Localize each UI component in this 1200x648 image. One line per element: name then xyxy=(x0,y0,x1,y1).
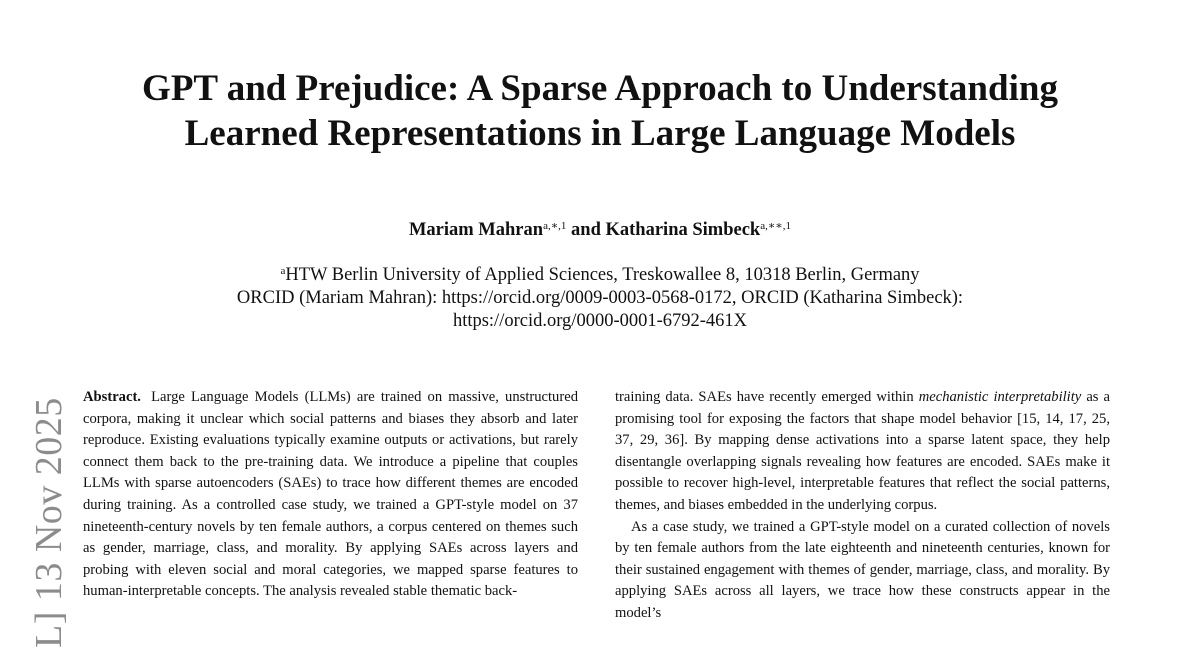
abstract-label: Abstract. xyxy=(83,389,141,405)
affiliation-text: HTW Berlin University of Applied Sciences, Treskowallee 8, 10318 Berlin, Germany xyxy=(285,265,920,285)
author-name: Mariam Mahran xyxy=(408,220,544,240)
body-paragraph xyxy=(615,387,1110,517)
orcid-line: ORCID (Mariam Mahran): https://orcid.org/0009-0003-0568-0172, ORCID (Katharina Simbeck): xyxy=(236,288,964,308)
body-paragraph: As a case study, we trained a GPT-style model on a curated collection of novels by ten female authors from the late eighteenth and nineteenth centuries, known for their sustained engagement with themes of gender, marriage, class, and morality. By applying SAEs across all layers, we trace how these constructs appear in the model’s xyxy=(615,518,1110,621)
author-affil-mark: a,∗,1 xyxy=(543,220,567,232)
author-affil-mark: a,∗∗,1 xyxy=(760,220,792,232)
text-run: as a promising tool for exposing the factors that shape model behavior [15, 14, 17, 25, 37, 29, 36]. By mapping dense activations into a sparse latent space, they help disentangle overlapping signals revealing how features are encoded. SAEs make it possible to recover high-level, interpretable features that reflect the social patterns, themes, and biases embedded in the underlying corpus. xyxy=(615,389,1110,513)
orcid-line: https://orcid.org/0000-0001-6792-461X xyxy=(452,311,748,331)
intro-column xyxy=(615,387,1110,625)
author-line xyxy=(100,218,1100,242)
author-join: and xyxy=(571,220,601,240)
abstract-paragraph xyxy=(83,387,578,603)
paper-title: GPT and Prejudice: A Sparse Approach to Understanding Learned Representations in Large Language Models xyxy=(142,68,1058,154)
affiliation-mark: a xyxy=(280,265,286,277)
text-run: training data. SAEs have recently emerged within xyxy=(615,389,919,405)
emphasis-text: mechanistic interpretability xyxy=(918,389,1082,405)
affiliation-block xyxy=(100,264,1100,333)
abstract-column xyxy=(83,387,578,603)
abstract-text: Large Language Models (LLMs) are trained on massive, unstructured corpora, making it unclear which social patterns and biases they absorb and later reproduce. Existing evaluations typically examine outputs or activations, but rarely connect them back to the pre-training data. We introduce a pipeline that couples LLMs with sparse autoencoders (SAEs) to trace how different themes are encoded during training. As a controlled case study, we trained a GPT-style model on 37 nineteenth-century novels by ten female authors, a corpus centered on themes such as gender, marriage, class, and morality. By applying SAEs across layers and probing with eleven social and moral categories, we mapped sparse features to human-interpretable concepts. The analysis revealed stable thematic back- xyxy=(83,389,578,600)
arxiv-side-stamp: L] 13 Nov 2025 xyxy=(28,397,70,648)
affiliation-line xyxy=(100,264,1100,287)
author-name: Katharina Simbeck xyxy=(605,220,761,240)
